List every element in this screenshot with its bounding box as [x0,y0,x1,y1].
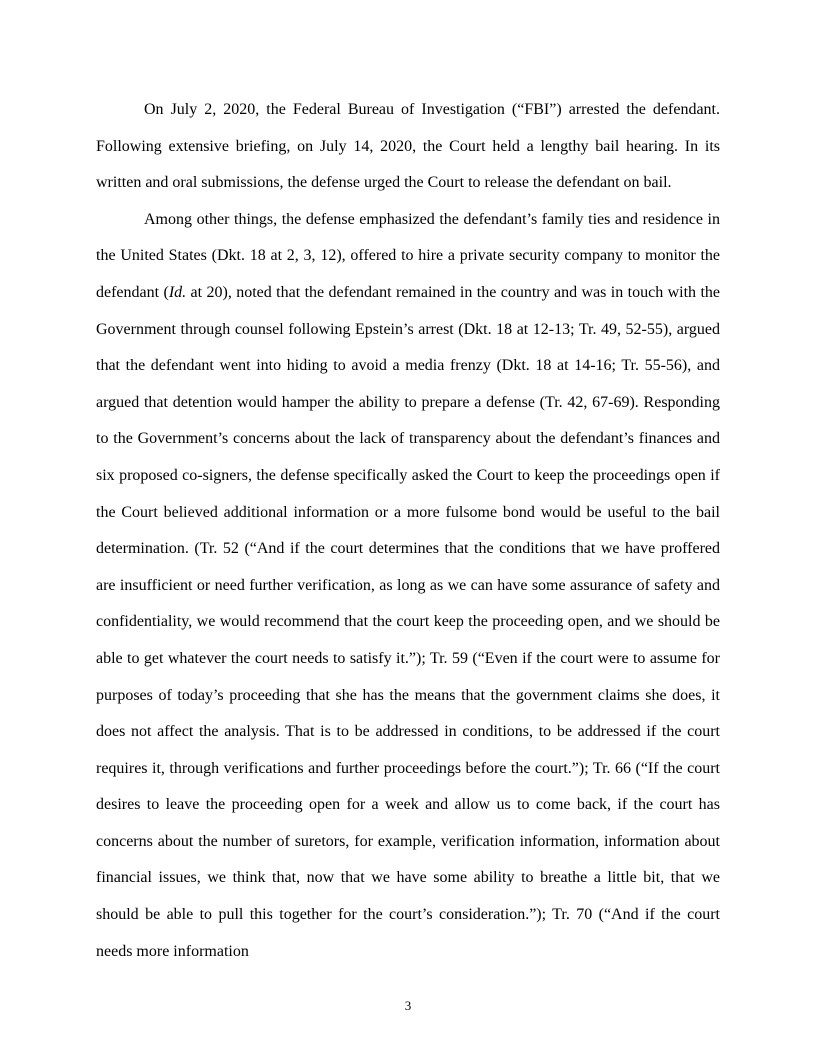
page-number: 3 [404,998,412,1013]
paragraph-1-text: On July 2, 2020, the Federal Bureau of Investigation (“FBI”) arrested the defendant. Following extensive briefing, on July 14, 2020, the Court held a lengthy bail hearing. In its written and oral submissions, the defense urged the Court to release the defendant on bail. [96,101,720,192]
citation-id-italic: Id. [168,283,187,301]
paragraph-defense-arguments [96,202,720,970]
paragraph-arrest-and-bail-hearing [96,92,720,202]
paragraph-2-text-part-1: Among other things, the defense emphasized the defendant’s family ties and residence in the United States (Dkt. 18 at 2, 3, 12), offered to hire a private security company to monitor the defendant ( [96,210,720,301]
paragraph-2-text-part-2: at 20), noted that the defendant remained in the country and was in touch with the Government through counsel following Epstein’s arrest (Dkt. 18 at 12-13; Tr. 49, 52-55), argued that the defendant went into hiding to avoid a media frenzy (Dkt. 18 at 14-16; Tr. 55-56), and argued that detention would hamper the ability to prepare a defense (Tr. 42, 67-69). Responding to the Government’s concerns about the lack of transparency about the defendant’s finances and six proposed co-signers, the defense specifically asked the Court to keep the proceedings open if the Court believed additional information or a more fulsome bond would be useful to the bail determination. (Tr. 52 (“And if the court determines that the conditions that we have proffered are insufficient or need further verification, as long as we can have some assurance of safety and confidentiality, we would recommend that the court keep the proceeding open, and we should be able to get whatever the court needs to satisfy it.”); Tr. 59 (“Even if the court were to assume for purposes of today’s proceeding that she has the means that the government claims she does, it does not affect the analysis. That is to be addressed in conditions, to be addressed if the court requires it, through verifications and further proceedings before the court.”); Tr. 66 (“If the court desires to leave the proceeding open for a week and allow us to come back, if the court has concerns about the number of suretors, for example, verification information, information about financial issues, we think that, now that we have some ability to breathe a little bit, that we should be able to pull this together for the court’s consideration.”); Tr. 70 (“And if the court needs more information [96,283,720,960]
document-page [96,92,720,970]
